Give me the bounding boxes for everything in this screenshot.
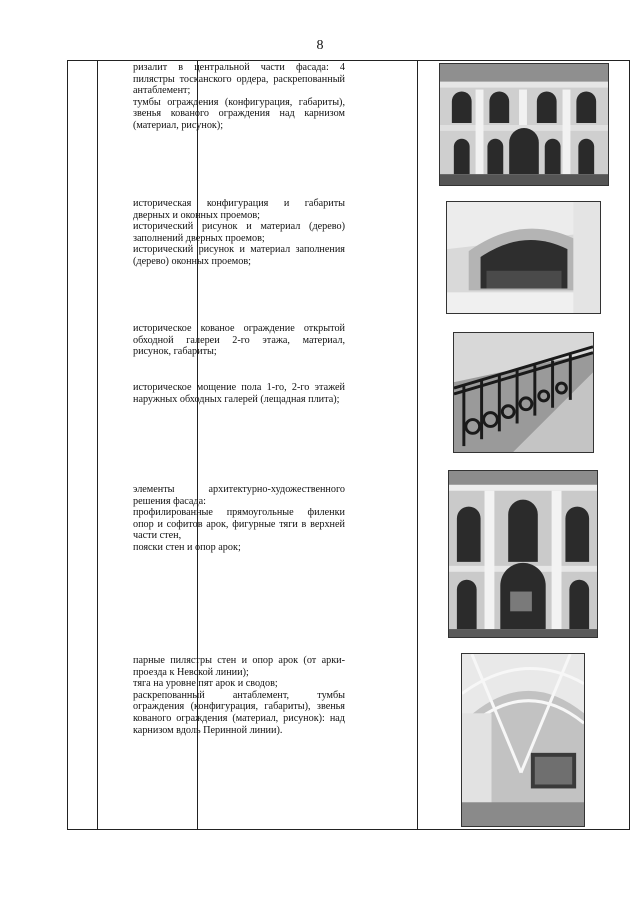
- text-block-1: [133, 62, 345, 132]
- paragraph: исторический рисунок и материал (дерево) заполнений дверных проемов;: [133, 221, 345, 244]
- wrought-iron-railing-photo: [453, 332, 594, 453]
- text-block-6: [133, 655, 345, 736]
- paragraph: ризалит в центральной части фасада: 4 пилястры тосканского ордера, раскрепованный антаблемент;: [133, 62, 345, 97]
- text-block-5: [133, 484, 345, 554]
- facade-arcade-photo: [439, 63, 609, 186]
- facade-arches-photo: [448, 470, 598, 638]
- column-divider: [97, 61, 98, 829]
- paragraph: историческое мощение пола 1-го, 2-го этажей наружных обходных галерей (лещадная плита);: [133, 382, 345, 405]
- paragraph: историческое кованое ограждение открытой обходной галереи 2-го этажа, материал, рисунок, габариты;: [133, 323, 345, 358]
- paragraph: тяга на уровне пят арок и сводов;: [133, 678, 278, 690]
- column-divider: [417, 61, 418, 829]
- text-block-4: [133, 382, 345, 405]
- text-block-2: [133, 198, 345, 268]
- paragraph: исторический рисунок и материал заполнения (дерево) оконных проемов;: [133, 244, 345, 267]
- arch-window-photo: [446, 201, 601, 314]
- vaulted-gallery-photo: [461, 653, 585, 827]
- page-number: 8: [316, 38, 324, 53]
- text-block-3: [133, 323, 345, 358]
- paragraph: парные пилястры стен и опор арок (от арки-проезда к Невской линии);: [133, 655, 345, 678]
- paragraph: профилированные прямоугольные филенки опор и софитов арок, фигурные тяги в верхней части стен,: [133, 507, 345, 542]
- paragraph: пояски стен и опор арок;: [133, 541, 241, 553]
- paragraph: тумбы ограждения (конфигурация, габариты), звенья кованого ограждения над карнизом (материал, рисунок);: [133, 96, 345, 131]
- paragraph: историческая конфигурация и габариты дверных и оконных проемов;: [133, 198, 345, 221]
- paragraph: элементы архитектурно-художественного решения фасада:: [133, 484, 345, 507]
- paragraph: раскрепованный антаблемент, тумбы ограждения (конфигурация, габариты), звенья кованого ограждения (материал, рисунок): над карнизом вдоль Перинной линии).: [133, 689, 345, 736]
